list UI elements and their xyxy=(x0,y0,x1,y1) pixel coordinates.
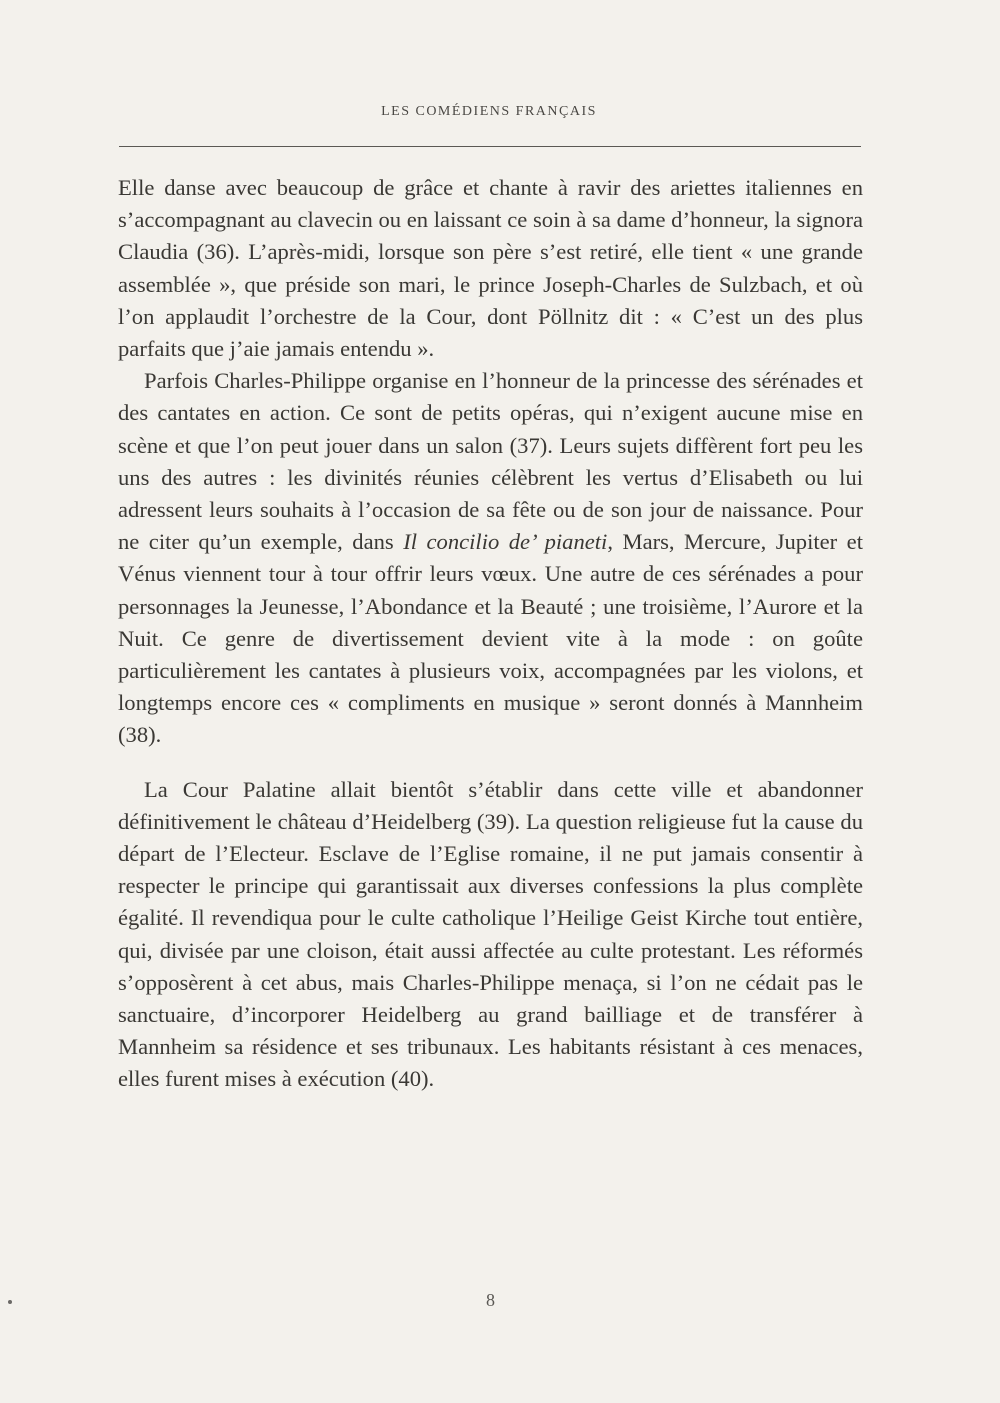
paragraph-2-text-a: Parfois Charles-Philippe organise en l’honneur de la princesse des sérénades et des cantates en action. Ce sont de petits opéras, qui n’exigent aucune mise en scène et que l’on peut jouer dans un salon (37). Leurs sujets diffèrent fort peu les uns des autres : les divinités réunies célèbrent les vertus d’Elisabeth ou lui adressent leurs souhaits à l’occasion de sa fête ou de son jour de naissance. Pour ne citer qu’un exemple, dans xyxy=(118,368,863,555)
body-text xyxy=(118,172,863,1096)
paragraph-2 xyxy=(118,365,863,751)
page-number: 8 xyxy=(486,1290,495,1310)
paragraph-3-text: La Cour Palatine allait bientôt s’établir dans cette ville et abandonner définitivement le château d’Heidelberg (39). La question religieuse fut la cause du départ de l’Electeur. Esclave de l’Eglise romaine, il ne put jamais consentir à respecter le principe qui garantissait aux diverses confessions la plus complète égalité. Il revendiqua pour le culte catholique l’Heilige Geist Kirche tout entière, qui, divisée par une cloison, était aussi affectée au culte protestant. Les réformés s’opposèrent à cet abus, mais Charles-Philippe menaça, si l’on ne cédait pas le sanctuaire, d’incorporer Heidelberg au grand bailliage et de transférer à Mannheim sa résidence et ses tribunaux. Les habitants résistant à ces menaces, elles furent mises à exécution (40). xyxy=(118,776,863,1092)
running-header: LES COMÉDIENS FRANÇAIS xyxy=(381,104,597,119)
header-rule xyxy=(119,146,861,147)
paragraph-1 xyxy=(118,172,863,365)
paragraph-1-text: Elle danse avec beaucoup de grâce et chante à ravir des ariettes italiennes en s’accompagnant au clavecin ou en laissant ce soin à sa dame d’honneur, la signora Claudia (36). L’après-midi, lorsque son père s’est retiré, elle tient « une grande assemblée », que préside son mari, le prince Joseph-Charles de Sulzbach, et où l’on applaudit l’orchestre de la Cour, dont Pöllnitz dit : « C’est un des plus parfaits que j’aie jamais entendu ». xyxy=(118,175,863,362)
paragraph-2-text-b: , Mars, Mercure, Jupiter et Vénus viennent tour à tour offrir leurs vœux. Une autre de ces sérénades a pour personnages la Jeunesse, l’Abondance et la Beauté ; une troisième, l’Aurore et la Nuit. Ce genre de divertissement devient vite à la mode : on goûte particulièrement les cantates à plusieurs voix, accompagnées par les violons, et longtemps encore ces « compliments en musique » seront donnés à Mannheim (38). xyxy=(118,529,863,748)
paragraph-3 xyxy=(118,774,863,1096)
work-title: Il concilio de’ pianeti xyxy=(403,529,608,555)
paper-speck xyxy=(8,1300,12,1304)
